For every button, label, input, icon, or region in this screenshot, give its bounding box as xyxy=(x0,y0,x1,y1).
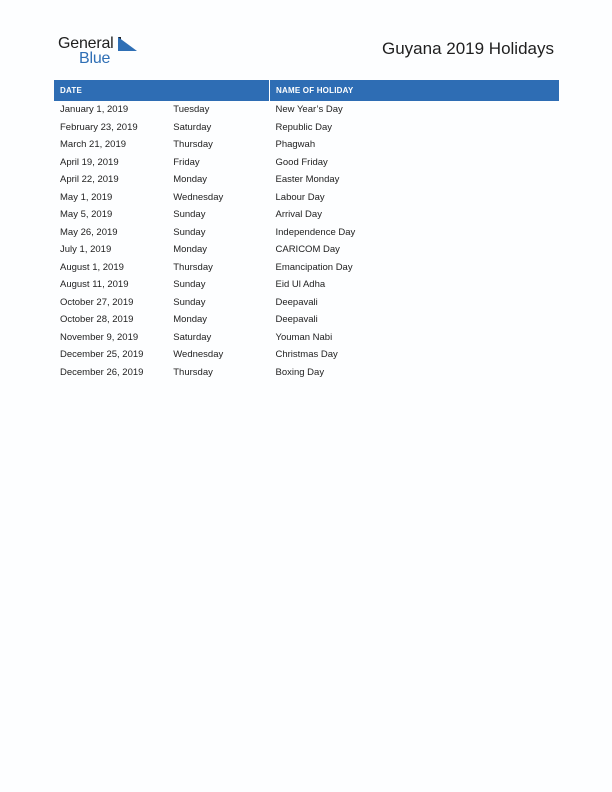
page-title: Guyana 2019 Holidays xyxy=(381,39,554,58)
table-row xyxy=(54,294,559,312)
holiday-weekday: Sunday xyxy=(173,209,206,221)
holiday-date: November 9, 2019 xyxy=(60,331,139,343)
logo-triangle-icon xyxy=(118,37,137,51)
holiday-name: Arrival Day xyxy=(275,209,322,221)
table-row xyxy=(54,136,559,154)
holiday-weekday: Sunday xyxy=(173,226,206,238)
table-row xyxy=(54,171,559,189)
holiday-weekday: Wednesday xyxy=(173,349,224,361)
holiday-date: December 25, 2019 xyxy=(60,349,144,361)
holiday-weekday: Sunday xyxy=(173,296,206,308)
table-row xyxy=(54,329,559,347)
table-row xyxy=(54,101,559,119)
holiday-weekday: Wednesday xyxy=(173,191,224,203)
table-row xyxy=(54,154,559,172)
holiday-weekday: Thursday xyxy=(173,261,213,273)
holiday-date: May 5, 2019 xyxy=(60,209,113,221)
holiday-name: Christmas Day xyxy=(275,349,338,361)
holiday-name: Boxing Day xyxy=(275,366,325,378)
holiday-date: January 1, 2019 xyxy=(60,104,129,116)
table-row xyxy=(54,364,559,382)
holiday-weekday: Thursday xyxy=(173,139,213,151)
generalblue-logo xyxy=(58,34,148,68)
holiday-date: December 26, 2019 xyxy=(60,366,144,378)
table-row xyxy=(54,241,559,259)
table-row xyxy=(54,206,559,224)
holiday-name: Republic Day xyxy=(275,121,332,133)
holiday-name: Youman Nabi xyxy=(275,331,333,343)
holiday-name: New Year’s Day xyxy=(275,104,343,116)
holiday-name: Easter Monday xyxy=(275,174,340,186)
holiday-date: April 22, 2019 xyxy=(60,174,119,186)
holiday-weekday: Tuesday xyxy=(173,104,210,116)
holiday-date: May 1, 2019 xyxy=(60,191,113,203)
logo-text-general: General xyxy=(58,35,114,52)
table-row xyxy=(54,119,559,137)
holiday-weekday: Thursday xyxy=(173,366,213,378)
holiday-weekday: Monday xyxy=(173,314,208,326)
table-row xyxy=(54,189,559,207)
table-row xyxy=(54,346,559,364)
date-column-header: DATE xyxy=(54,80,270,101)
holiday-name: CARICOM Day xyxy=(275,244,340,256)
logo-text-blue: Blue xyxy=(79,50,111,67)
holiday-weekday: Sunday xyxy=(173,279,206,291)
holiday-date: October 28, 2019 xyxy=(60,314,134,326)
holiday-date: February 23, 2019 xyxy=(60,121,138,133)
holiday-name: Emancipation Day xyxy=(275,261,353,273)
holiday-date: April 19, 2019 xyxy=(60,156,119,168)
holiday-date: October 27, 2019 xyxy=(60,296,134,308)
holiday-weekday: Monday xyxy=(173,174,208,186)
holiday-weekday: Friday xyxy=(173,156,200,168)
holiday-weekday: Monday xyxy=(173,244,208,256)
holiday-name: Phagwah xyxy=(275,139,316,151)
holiday-weekday: Saturday xyxy=(173,121,212,133)
holiday-date: August 11, 2019 xyxy=(60,279,129,291)
table-row xyxy=(54,224,559,242)
table-row xyxy=(54,311,559,329)
holiday-name-column-header: NAME OF HOLIDAY xyxy=(270,80,560,101)
holiday-date: August 1, 2019 xyxy=(60,261,124,273)
holiday-date: March 21, 2019 xyxy=(60,139,127,151)
holiday-name: Deepavali xyxy=(275,314,318,326)
holiday-name: Independence Day xyxy=(275,226,356,238)
holiday-name: Eid Ul Adha xyxy=(275,279,326,291)
holiday-table xyxy=(54,80,559,381)
holiday-name: Labour Day xyxy=(275,191,325,203)
holiday-name: Good Friday xyxy=(275,156,328,168)
holiday-weekday: Saturday xyxy=(173,331,212,343)
holiday-date: July 1, 2019 xyxy=(60,244,112,256)
table-row xyxy=(54,259,559,277)
table-row xyxy=(54,276,559,294)
table-header-row xyxy=(54,80,559,101)
holiday-date: May 26, 2019 xyxy=(60,226,118,238)
holiday-name: Deepavali xyxy=(275,296,318,308)
